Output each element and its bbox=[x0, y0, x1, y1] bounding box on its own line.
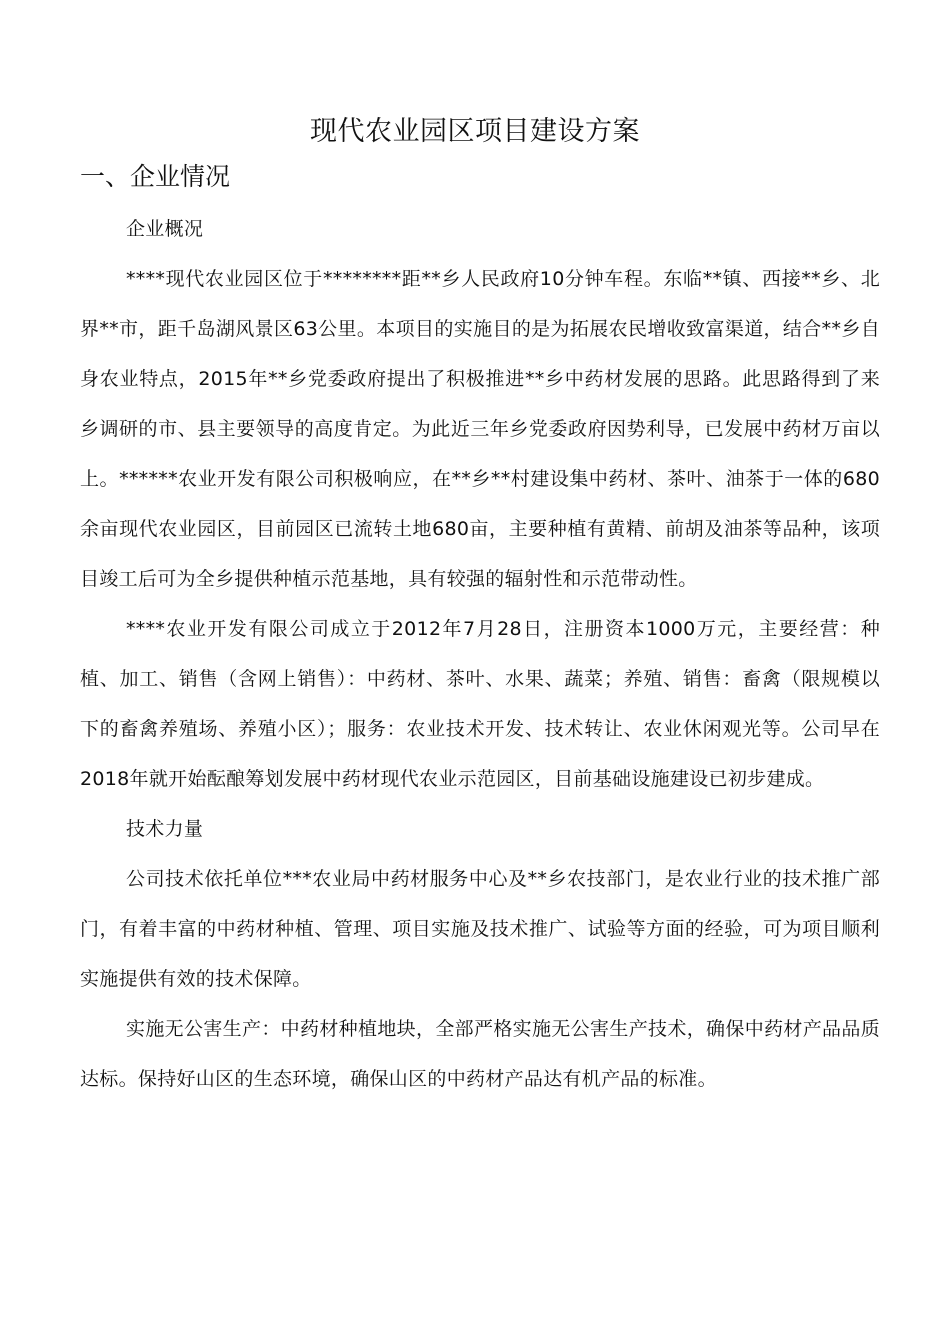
subheading-technical-strength: 技术力量 bbox=[126, 818, 204, 840]
subheading-company-overview: 企业概况 bbox=[126, 218, 204, 240]
paragraph-company-profile: ****农业开发有限公司成立于2012年7月28日，注册资本1000万元，主要经营：种植、加工、销售（含网上销售）：中药材、茶叶、水果、蔬菜；养殖、销售：畜禽（限规模以下的畜禽养殖场、养殖小区）；服务：农业技术开发、技术转让、农业休闲观光等。公司早在2018年就开始酝酿筹划发展中药材现代农业示范园区，目前基础设施建设已初步建成。 bbox=[80, 618, 880, 790]
document-body bbox=[80, 204, 880, 1104]
paragraph-park-overview: ****现代农业园区位于********距**乡人民政府10分钟车程。东临**镇、西接**乡、北界**市，距千岛湖风景区63公里。本项目的实施目的是为拓展农民增收致富渠道，结合**乡自身农业特点，2015年**乡党委政府提出了积极推进**乡中药材发展的思路。此思路得到了来乡调研的市、县主要领导的高度肯定。为此近三年乡党委政府因势利导，已发展中药材万亩以上。******农业开发有限公司积极响应，在**乡**村建设集中药材、茶叶、油茶于一体的680余亩现代农业园区，目前园区已流转土地680亩，主要种植有黄精、前胡及油茶等品种，该项目竣工后可为全乡提供种植示范基地，具有较强的辐射性和示范带动性。 bbox=[80, 268, 880, 590]
section-heading-company: 一、企业情况 bbox=[80, 162, 231, 191]
document-title: 现代农业园区项目建设方案 bbox=[310, 116, 640, 147]
paragraph-technical-support: 公司技术依托单位***农业局中药材服务中心及**乡农技部门，是农业行业的技术推广部门，有着丰富的中药材种植、管理、项目实施及技术推广、试验等方面的经验，可为项目顺利实施提供有效的技术保障。 bbox=[80, 868, 880, 990]
paragraph-pollution-free-production: 实施无公害生产：中药材种植地块，全部严格实施无公害生产技术，确保中药材产品品质达标。保持好山区的生态环境，确保山区的中药材产品达有机产品的标准。 bbox=[80, 1018, 880, 1090]
